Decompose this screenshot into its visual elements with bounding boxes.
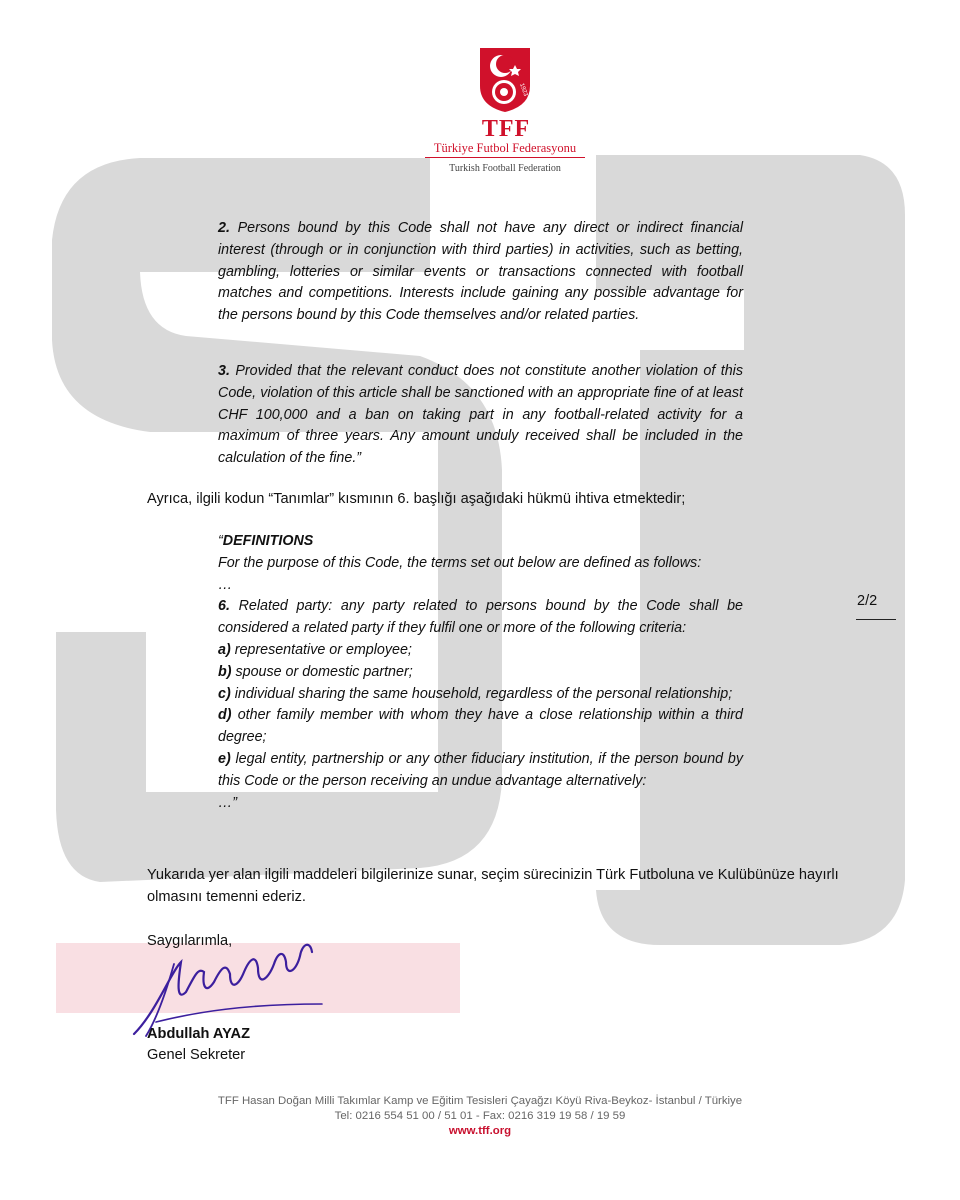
salutation: Saygılarımla, — [147, 933, 233, 949]
article-3-number: 3. — [218, 363, 230, 379]
article-2-number: 2. — [218, 220, 230, 236]
tff-emblem-icon — [477, 46, 533, 114]
signatory-name: Abdullah AYAZ — [147, 1026, 250, 1042]
quote-article-3 — [218, 361, 743, 470]
closing-paragraph: Yukarıda yer alan ilgili maddeleri bilgilerinize sunar, seçim sürecinizin Türk Futboluna ve Kulübünüze hayırlı olmasını temenni ederiz. — [147, 867, 839, 905]
logo-name-turkish: Türkiye Futbol Federasyonu — [433, 141, 577, 155]
page-number-underline — [856, 619, 896, 620]
intro-paragraph: Ayrıca, ilgili kodun “Tanımlar” kısmının 6. başlığı aşağıdaki hükmü ihtiva etmektedir; — [147, 491, 686, 507]
definitions-heading: “DEFINITIONS — [218, 533, 314, 549]
criterion-b: b) spouse or domestic partner; — [218, 663, 413, 680]
definitions-purpose: For the purpose of this Code, the terms set out below are defined as follows: — [218, 554, 702, 571]
footer-contact: Tel: 0216 554 51 00 / 51 01 - Fax: 0216 319 19 58 / 19 59 — [334, 1110, 626, 1122]
logo-divider — [425, 157, 585, 158]
emblem-year: 1923 — [518, 82, 529, 98]
page-number: 2/2 — [857, 593, 878, 609]
criterion-d: d) other family member with whom they have a close relationship within a third degree; — [218, 707, 743, 746]
logo-abbreviation: TFF — [481, 116, 531, 142]
definitions-closing: …” — [218, 794, 238, 811]
article-3-text: Provided that the relevant conduct does not constitute another violation of this Code, violation of this article shall be sanctioned with an appropriate fine of at least CHF 100,000 and a ban on taking part in any football-related activity for a maximum of three years. Any amount unduly received shall be included in the calculation of the fine.” — [218, 363, 743, 467]
definition-item-6: 6. Related party: any party related to persons bound by the Code shall be considered a related party if they fulfil one or more of the following criteria: — [218, 598, 743, 637]
footer-website-link[interactable]: www.tff.org — [448, 1125, 512, 1137]
logo-name-english: Turkish Football Federation — [449, 163, 561, 174]
quote-article-2 — [218, 218, 743, 327]
footer-address: TFF Hasan Doğan Milli Takımlar Kamp ve Eğitim Tesisleri Çayağzı Köyü Riva-Beykoz- İstanbul / Türkiye — [217, 1095, 743, 1107]
criterion-a: a) representative or employee; — [218, 641, 412, 658]
criterion-c: c) individual sharing the same household, regardless of the personal relationship; — [218, 685, 733, 702]
definitions-block — [218, 531, 743, 814]
criterion-e: e) legal entity, partnership or any other fiduciary institution, if the person bound by this Code or the person receiving an undue advantage alternatively: — [218, 750, 743, 789]
signatory-title: Genel Sekreter — [147, 1047, 246, 1063]
article-2-text: Persons bound by this Code shall not have any direct or indirect financial interest (through or in conjunction with third parties) in activities, such as betting, gambling, lotteries or similar events or transactions connected with football matches and competitions. Interests include gaining any possible advantage for the persons bound by this Code themselves and/or related parties. — [218, 220, 743, 324]
definitions-ellipsis: … — [218, 576, 233, 593]
